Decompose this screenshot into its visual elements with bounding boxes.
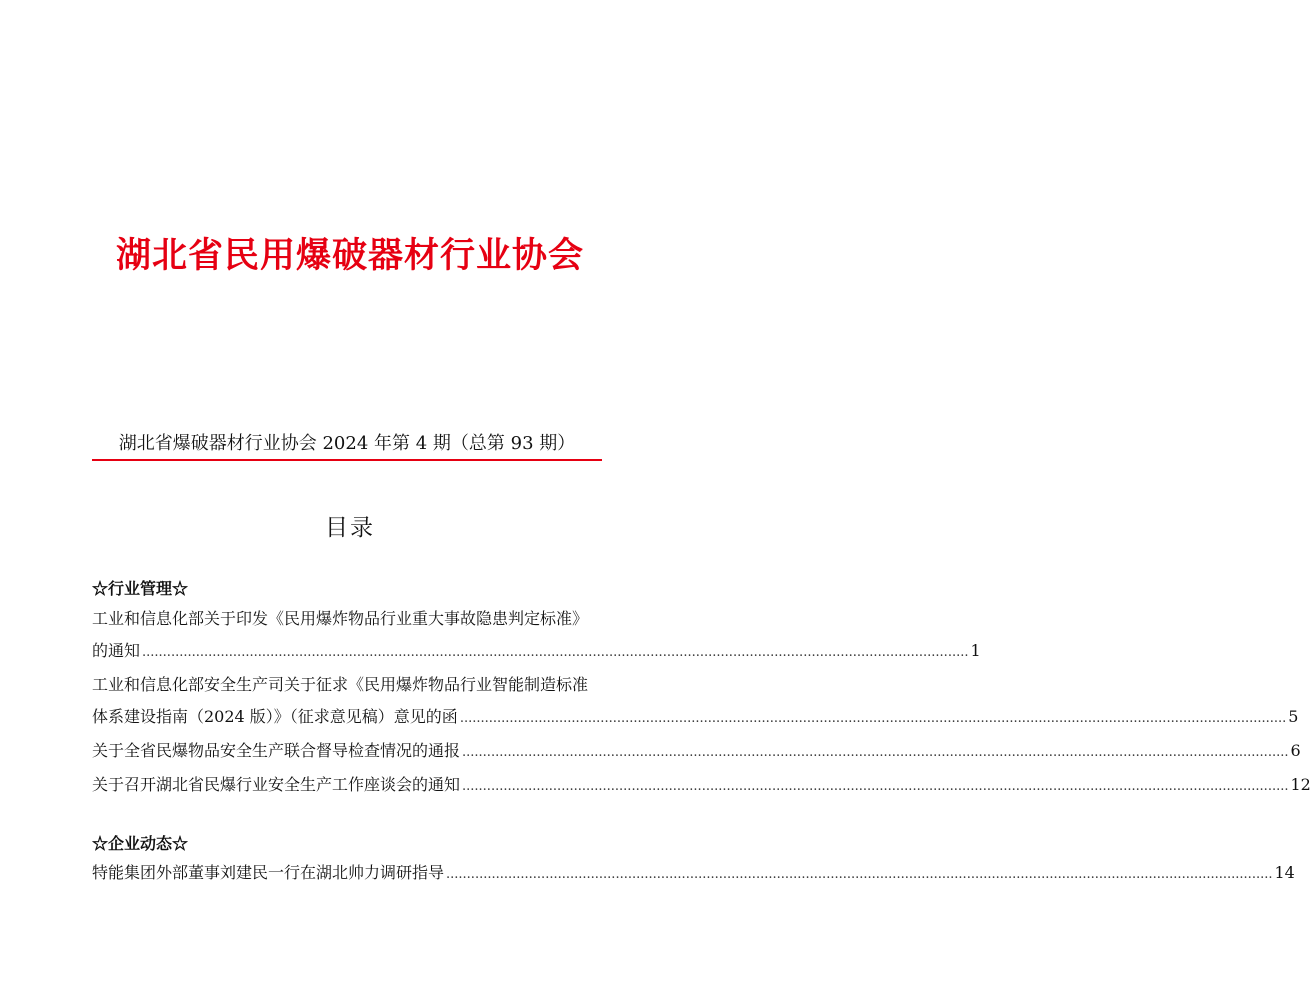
toc-page-number: 6 [1290, 741, 1301, 760]
dot-leader: ........................................................................................................................................................................................................ [459, 711, 1287, 726]
toc-entry[interactable] [92, 769, 1311, 803]
toc-title: 目录 [325, 515, 375, 541]
toc-entry-text: 关于全省民爆物品安全生产联合督导检查情况的通报 [92, 741, 461, 760]
toc-entry-last-line [92, 857, 1295, 891]
dot-leader: ........................................................................................................................................................................................................ [462, 779, 1289, 794]
toc-entry-text: 体系建设指南（2024 版）》（征求意见稿）意见的函 [92, 707, 458, 726]
toc-entry-last-line [92, 701, 1299, 735]
toc-entry[interactable] [92, 735, 1301, 769]
toc-page-number: 5 [1288, 707, 1299, 726]
dot-leader: ........................................................................................................................................................................................................ [462, 745, 1289, 760]
toc-page-number: 12 [1290, 775, 1311, 794]
toc-section-enterprise-news [92, 831, 1295, 891]
toc-entry-text: 特能集团外部董事刘建民一行在湖北帅力调研指导 [92, 863, 445, 882]
toc-page-number: 14 [1274, 863, 1295, 882]
toc-entry-text: 的通知 [92, 641, 141, 660]
issue-line: 湖北省爆破器材行业协会 2024 年第 4 期（总第 93 期） [118, 433, 576, 454]
toc-entry-last-line [92, 635, 981, 669]
toc-entry-text: 工业和信息化部关于印发《民用爆炸物品行业重大事故隐患判定标准》 [92, 609, 589, 628]
section-heading: ☆行业管理☆ [92, 579, 189, 598]
toc-entry-last-line [92, 769, 1311, 803]
dot-leader: ........................................................................................................................................................................................................ [446, 867, 1273, 882]
toc-entry-text: 工业和信息化部安全生产司关于征求《民用爆炸物品行业智能制造标准 [92, 675, 589, 694]
toc-page-number: 1 [970, 641, 981, 660]
toc-entry-text: 关于召开湖北省民爆行业安全生产工作座谈会的通知 [92, 775, 461, 794]
section-heading: ☆企业动态☆ [92, 834, 189, 853]
toc-entry[interactable] [92, 669, 1299, 735]
toc-entry[interactable] [92, 603, 981, 669]
toc-entry-last-line [92, 735, 1301, 769]
dot-leader: ........................................................................................................................................................................................................ [142, 645, 969, 660]
toc-section-industry-management [92, 576, 1311, 803]
masthead-title: 湖北省民用爆破器材行业协会 [115, 236, 584, 276]
toc-entry[interactable] [92, 857, 1295, 891]
red-rule [92, 459, 602, 461]
